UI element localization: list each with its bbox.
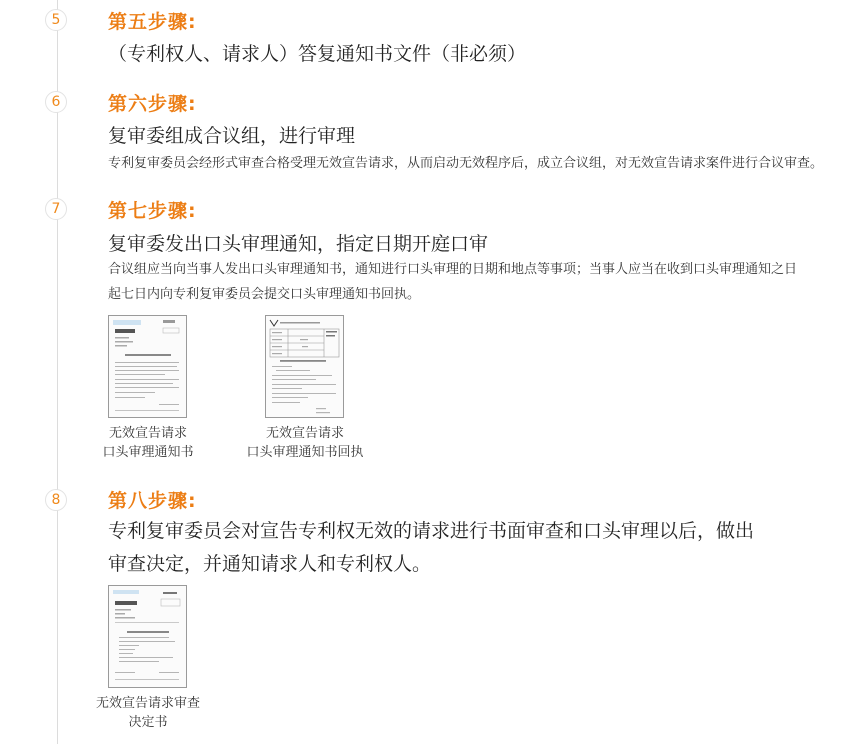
- caption-line: 决定书: [128, 715, 168, 730]
- step-title: 第七步骤:: [108, 200, 197, 222]
- document-thumbnail[interactable]: [265, 315, 344, 418]
- step-number-badge: 6: [45, 91, 67, 113]
- step-title: 第六步骤:: [108, 93, 197, 115]
- document-thumbnail[interactable]: [108, 585, 187, 688]
- step-heading: 复审委组成合议组，进行审理: [108, 125, 356, 147]
- document-caption: [88, 694, 208, 732]
- step-title: 第五步骤:: [108, 11, 197, 33]
- step-heading: 复审委发出口头审理通知，指定日期开庭口审: [108, 233, 489, 255]
- caption-line: 无效宣告请求: [265, 426, 344, 441]
- caption-line: 无效宣告请求审查: [95, 696, 200, 711]
- document-caption: [88, 424, 208, 462]
- step-number-badge: 5: [45, 9, 67, 31]
- step-body-line: 审查决定，并通知请求人和专利权人。: [108, 553, 432, 575]
- document-preview-icon: [109, 586, 186, 687]
- document-preview-icon: [109, 316, 186, 417]
- document-thumbnail[interactable]: [108, 315, 187, 418]
- step-description: 专利复审委员会经形式审查合格受理无效宣告请求，从而启动无效程序后，成立合议组，对无效宣告请求案件进行合议审查。: [108, 156, 824, 171]
- step-title: 第八步骤:: [108, 490, 197, 512]
- caption-line: 口头审理通知书回执: [246, 445, 364, 460]
- caption-line: 无效宣告请求: [108, 426, 187, 441]
- caption-line: 口头审理通知书: [102, 445, 194, 460]
- step-description-line: 起七日内向专利复审委员会提交口头审理通知书回执。: [108, 287, 421, 302]
- document-preview-icon: [266, 316, 343, 417]
- step-body-line: 专利复审委员会对宣告专利权无效的请求进行书面审查和口头审理以后，做出: [108, 520, 755, 542]
- step-heading: （专利权人、请求人）答复通知书文件（非必须）: [108, 43, 527, 65]
- step-number-badge: 7: [45, 198, 67, 220]
- step-number-badge: 8: [45, 489, 67, 511]
- document-caption: [230, 424, 380, 462]
- step-description-line: 合议组应当向当事人发出口头审理通知书，通知进行口头审理的日期和地点等事项；当事人应当在收到口头审理通知之日: [108, 262, 798, 277]
